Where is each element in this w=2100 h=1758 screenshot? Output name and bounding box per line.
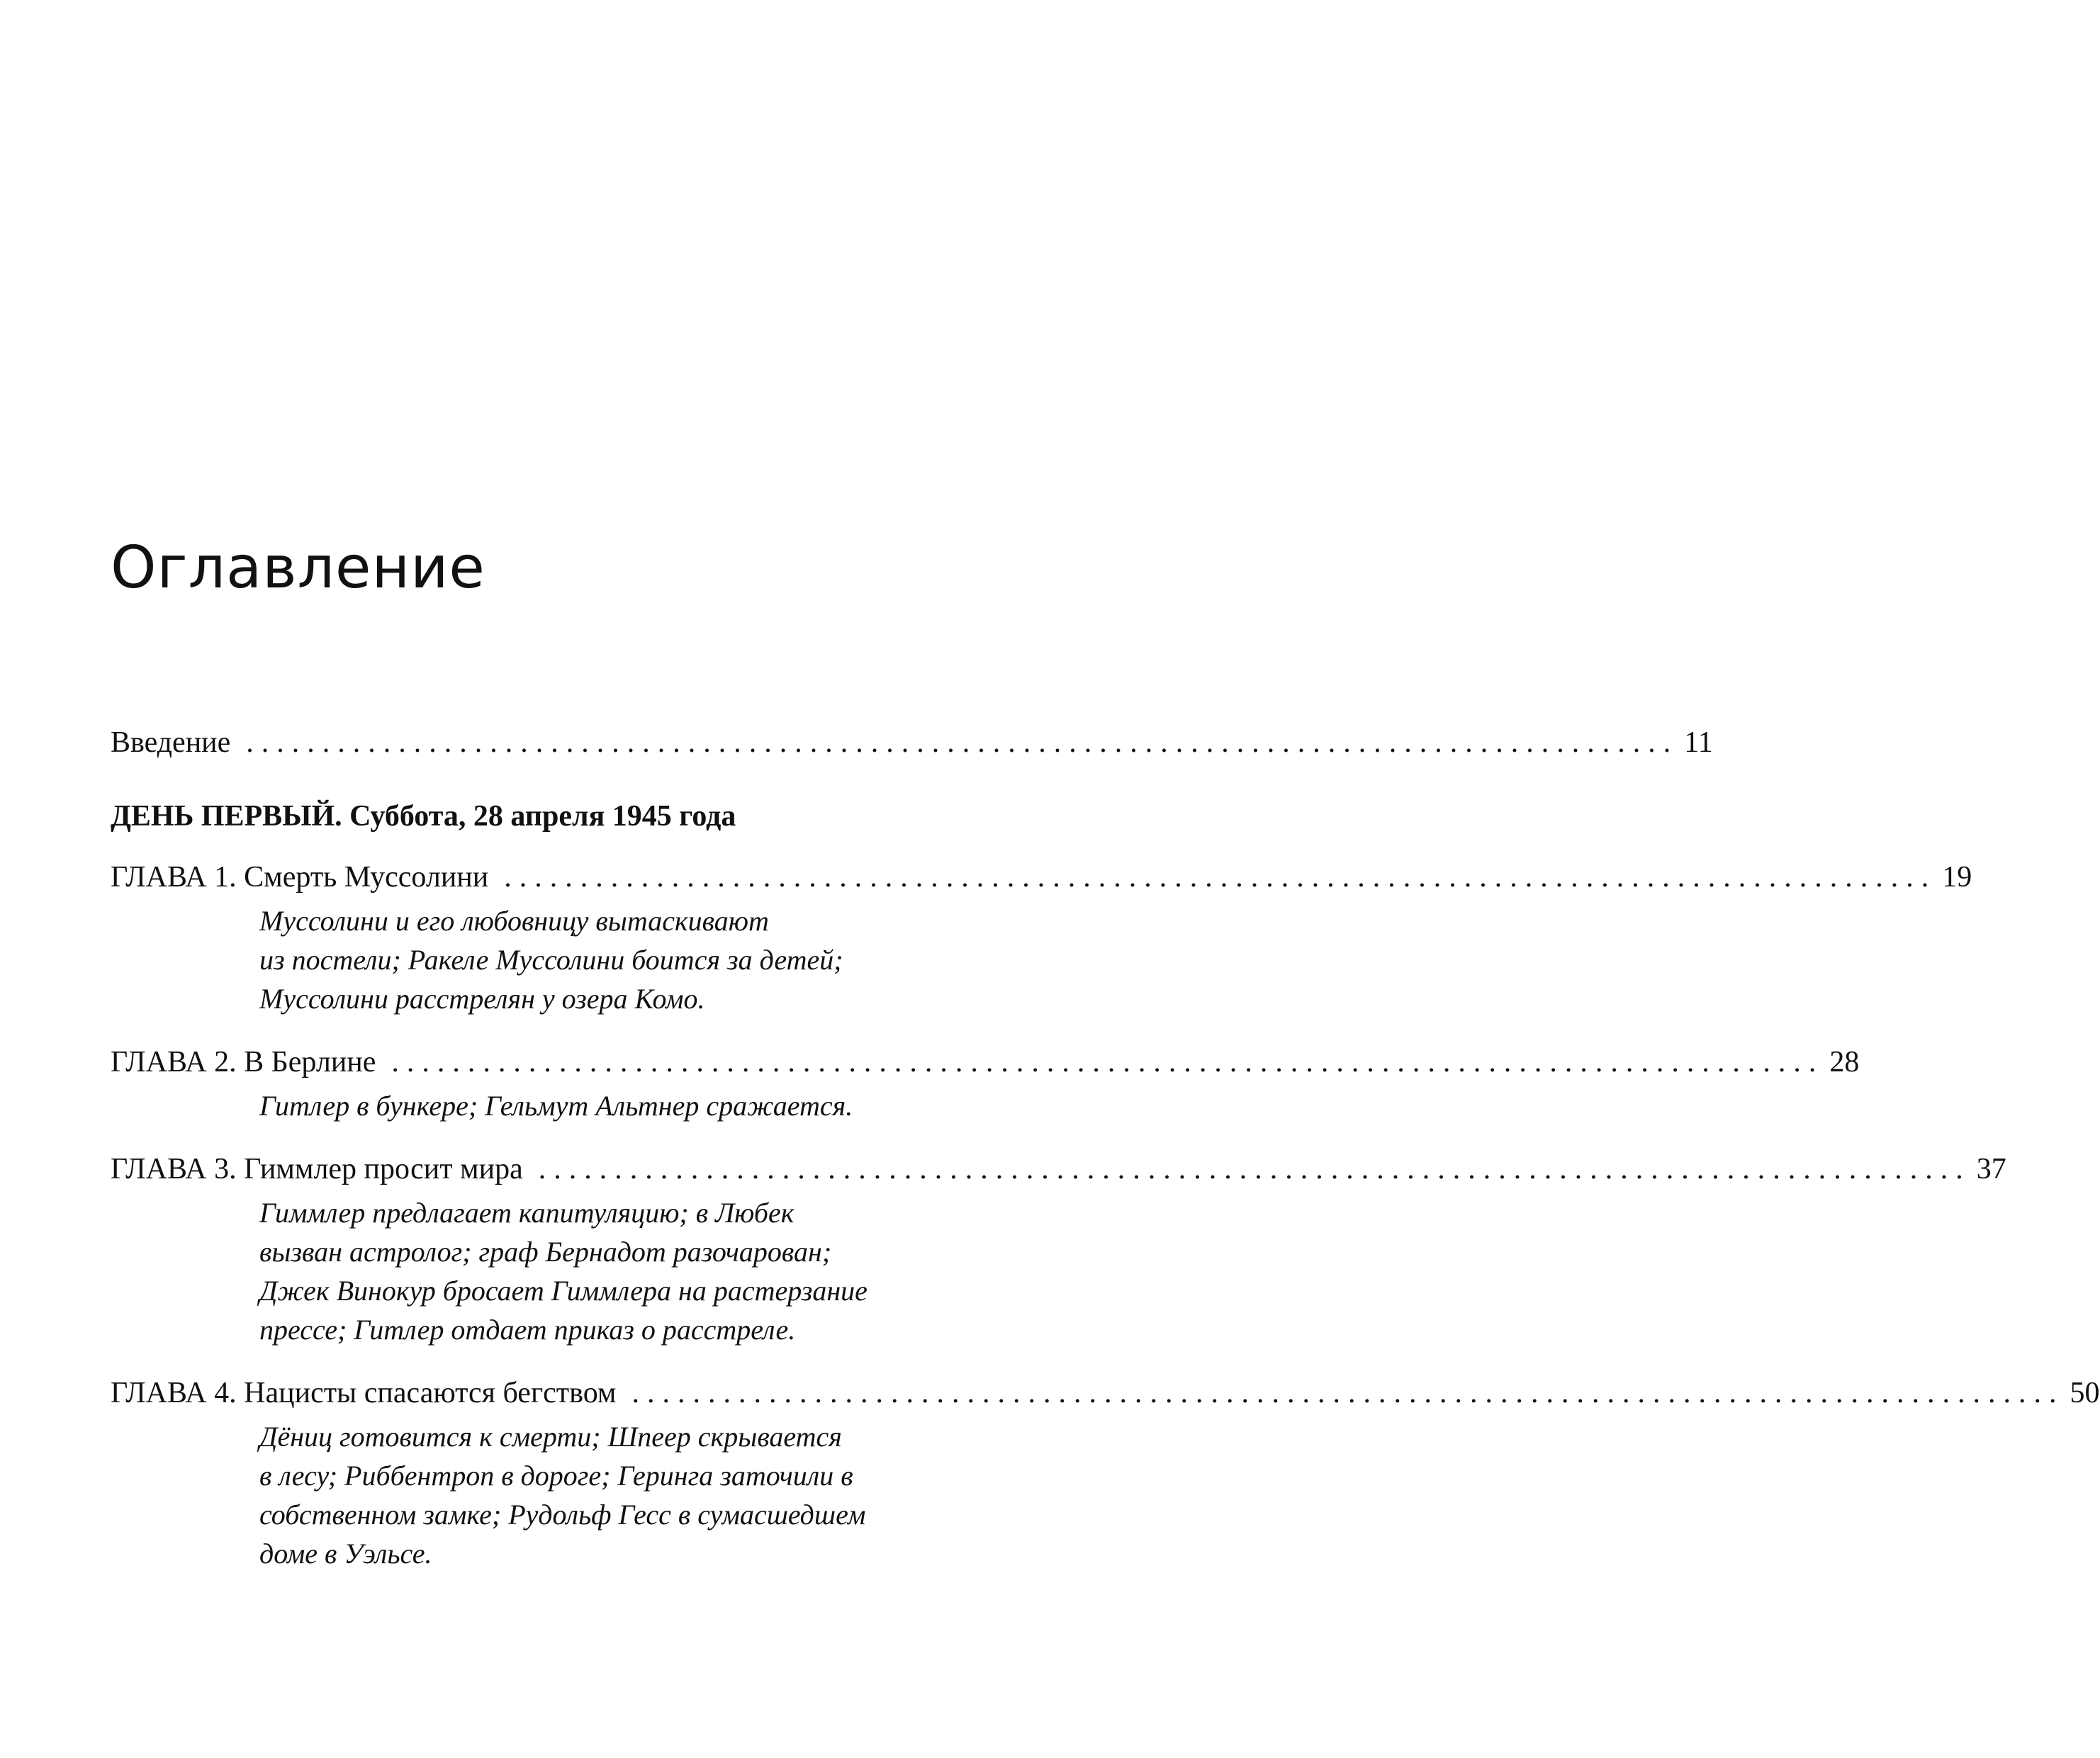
toc-entry-chapter-3 <box>111 1149 2006 1349</box>
toc-page-number: 19 <box>1942 861 1972 894</box>
table-of-contents <box>111 723 2100 1594</box>
description-line: Дёниц готовится к смерти; Шпеер скрывается <box>259 1421 842 1453</box>
toc-chapter-line[interactable] <box>111 1042 1860 1082</box>
toc-entry-label: ГЛАВА 2. В Берлине <box>111 1046 376 1078</box>
page-title: Оглавление <box>111 534 485 602</box>
toc-entry-chapter-1 <box>111 857 1972 1018</box>
dot-leader: .............................................................................................. <box>631 1377 2065 1409</box>
dot-leader: .............................................................................................. <box>391 1046 1824 1078</box>
toc-chapter-line[interactable] <box>111 857 1972 897</box>
description-line: доме в Уэльсе. <box>259 1538 432 1570</box>
chapter-description <box>259 1193 897 1349</box>
description-line: Гитлер в бункере; Гельмут Альтнер сражается. <box>259 1090 853 1122</box>
chapter-description <box>259 901 897 1018</box>
description-line: Джек Винокур бросает Гиммлера на растерзание <box>259 1275 867 1307</box>
toc-page-number: 37 <box>1976 1153 2006 1185</box>
toc-entry-label: ГЛАВА 4. Нацисты спасаются бегством <box>111 1377 617 1409</box>
toc-chapter-line[interactable] <box>111 1149 2006 1189</box>
dot-leader: .............................................................................................. <box>504 861 1937 894</box>
toc-page-number: 50 <box>2070 1377 2100 1409</box>
toc-entry-label: Введение <box>111 726 231 759</box>
chapter-description <box>259 1417 897 1573</box>
toc-page-number: 11 <box>1684 726 1713 759</box>
toc-chapter-line[interactable] <box>111 1373 2100 1413</box>
description-line: прессе; Гитлер отдает приказ о расстреле. <box>259 1314 796 1346</box>
description-line: Муссолини расстрелян у озера Комо. <box>259 983 705 1015</box>
toc-entry-label: ГЛАВА 1. Смерть Муссолини <box>111 861 489 894</box>
description-line: из постели; Ракеле Муссолини боится за детей; <box>259 944 843 976</box>
description-line: Гиммлер предлагает капитуляцию; в Любек <box>259 1197 794 1229</box>
toc-entry-chapter-2 <box>111 1042 1860 1125</box>
toc-entry-label: ГЛАВА 3. Гиммлер просит мира <box>111 1153 523 1185</box>
description-line: в лесу; Риббентроп в дороге; Геринга заточили в <box>259 1460 853 1492</box>
dot-leader: .............................................................................................. <box>538 1153 1971 1185</box>
description-line: Муссолини и его любовницу вытаскивают <box>259 905 769 937</box>
toc-entry-intro[interactable] <box>111 723 1713 762</box>
toc-entry-chapter-4 <box>111 1373 2100 1573</box>
description-line: вызван астролог; граф Бернадот разочарован; <box>259 1236 832 1268</box>
dot-leader: .............................................................................................. <box>246 726 1679 759</box>
chapter-description <box>259 1086 897 1125</box>
description-line: собственном замке; Рудольф Гесс в сумасшедшем <box>259 1499 866 1531</box>
part-heading: ДЕНЬ ПЕРВЫЙ. Суббота, 28 апреля 1945 года <box>111 800 736 833</box>
toc-page-number: 28 <box>1829 1046 1860 1078</box>
